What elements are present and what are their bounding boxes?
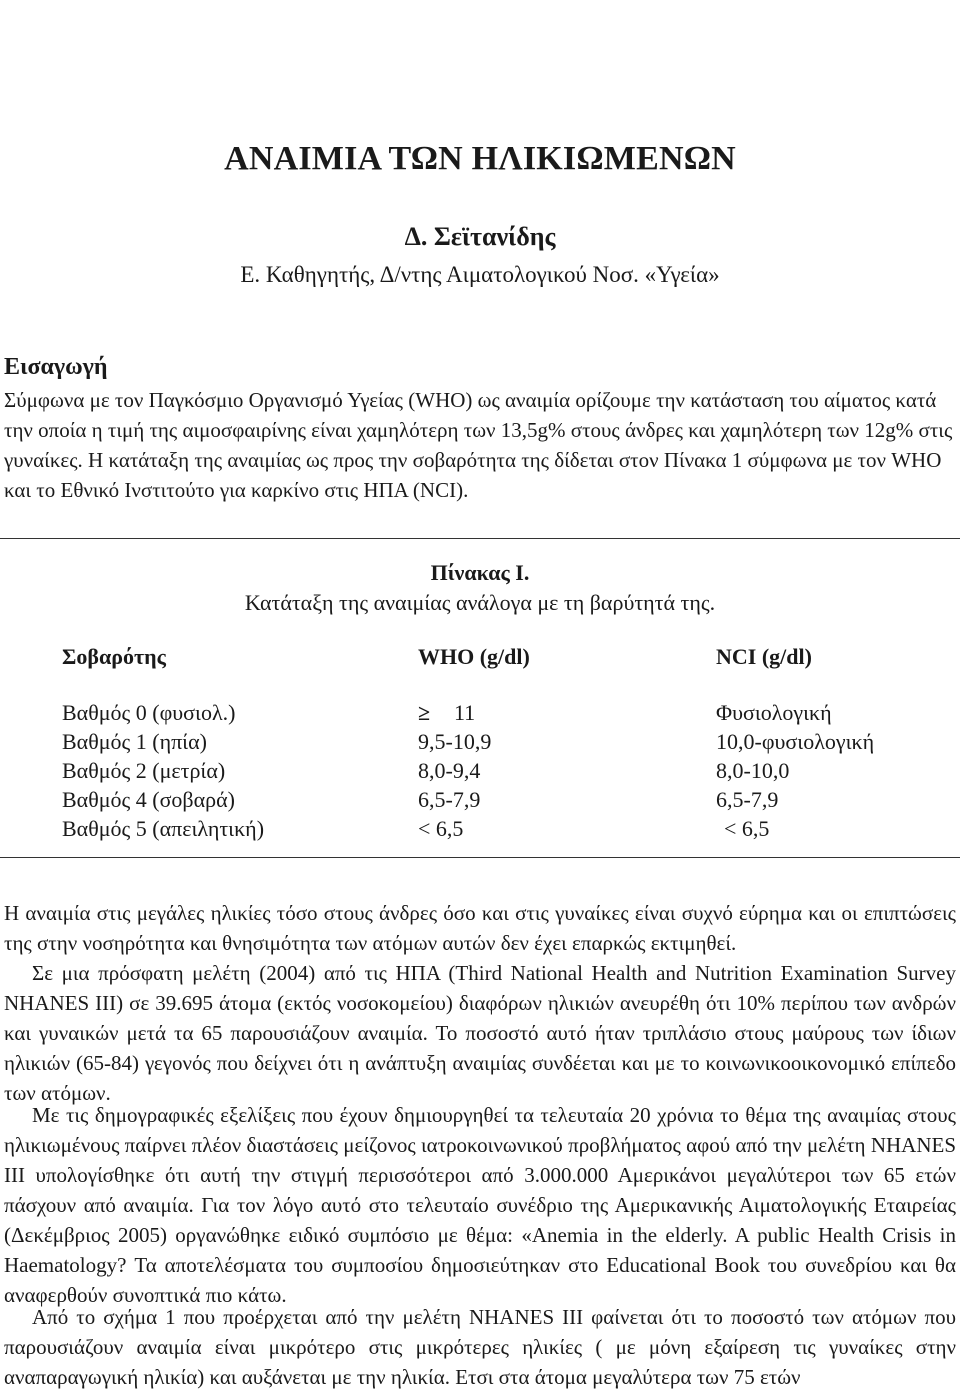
table-cell-who-value: 11	[454, 700, 476, 725]
table-header-severity: Σοβαρότης	[62, 644, 166, 669]
table-cell-grade: Βαθμός 1 (ηπία)	[62, 729, 207, 754]
table-cell-who: < 6,5	[418, 816, 464, 841]
intro-paragraph: Σύμφωνα με τον Παγκόσμιο Οργανισμό Υγείας (WHO) ως αναιμία ορίζουμε την κατάσταση του αίματος κατά την οποία η τιμή της αιμοσφαιρίνης είναι χαμηλότερη των 13,5g% στους άνδρες και χαμηλότερη των 12g% στις γυναίκες. Η κατάταξη της αναιμίας ως προς την σοβαρότητα της δίδεται στον Πίνακα 1 σύμφωνα με τον WHO και το Εθνικό Ινστιτούτο για καρκίνο στις ΗΠΑ (NCI).	[4, 388, 953, 502]
table-bottom-rule	[0, 857, 960, 858]
section-heading-introduction: Εισαγωγή	[4, 354, 108, 380]
table-cell-grade: Βαθμός 0 (φυσιολ.)	[62, 700, 236, 725]
body-paragraph: Από το σχήμα 1 που προέρχεται από την μελέτη NHANES III φαίνεται ότι το ποσοστό των ατόμων που παρουσιάζουν αναιμία είναι μικρότερο στις μικρότερες ηλικίες ( με μόνη εξαίρεση τις γυναίκες στην αναπαραγωγική ηλικία) και αυξάνεται με την ηλικία. Ετσι στα άτομα μεγαλύτερα των 75 ετών	[4, 1305, 956, 1389]
table-cell-who	[418, 700, 475, 726]
table-cell-nci: Φυσιολογική	[716, 700, 832, 725]
table-cell-who: 9,5-10,9	[418, 729, 492, 754]
table-cell-grade: Βαθμός 2 (μετρία)	[62, 758, 226, 783]
table-caption-subtitle: Κατάταξη της αναιμίας ανάλογα με τη βαρύτητά της.	[244, 590, 716, 615]
table-header-who: WHO (g/dl)	[418, 644, 530, 669]
table-header-nci: NCI (g/dl)	[716, 644, 812, 669]
table-cell-grade: Βαθμός 5 (απειλητική)	[62, 816, 265, 841]
table-cell-who: 6,5-7,9	[418, 787, 481, 812]
author-name: Δ. Σεϊτανίδης	[404, 222, 556, 251]
author-affiliation: Ε. Καθηγητής, Δ/ντης Αιματολογικού Νοσ. «Υγεία»	[240, 262, 720, 287]
table-cell-nci: 10,0-φυσιολογική	[716, 729, 875, 754]
table-cell-nci: 8,0-10,0	[716, 758, 790, 783]
table-caption-title: Πίνακας Ι.	[430, 560, 530, 585]
table-cell-grade: Βαθμός 4 (σοβαρά)	[62, 787, 235, 812]
table-top-rule	[0, 538, 960, 539]
body-paragraph: Σε μια πρόσφατη μελέτη (2004) από τις ΗΠΑ (Third National Health and Nutrition Examination Survey NHANES III) σε 39.695 άτομα (εκτός νοσοκομείου) διαφόρων ηλικιών ανευρέθη ότι 10% περίπου των ανδρών και γυναικών μετά τα 65 παρουσιάζουν αναιμία. Το ποσοστό αυτό ήταν τριπλάσιο στους μαύρους των ίδιων ηλικιών (65-84) γεγονός που δείχνει ότι η ανάπτυξη αναιμίας συνδέεται και με το κοινωνικοοικονομικό επίπεδο των ατόμων.	[4, 961, 956, 1105]
article-title: ΑΝΑΙΜΙΑ ΤΩΝ ΗΛΙΚΙΩΜΕΝΩΝ	[224, 140, 736, 177]
geq-symbol: ≥	[418, 700, 431, 725]
body-paragraph: Η αναιμία στις μεγάλες ηλικίες τόσο στους άνδρες όσο και στις γυναίκες είναι συχνό εύρημα και οι επιπτώσεις της στην νοσηρότητα και θνησιμότητα των ατόμων αυτών δεν έχει επαρκώς εκτιμηθεί.	[4, 901, 956, 955]
table-cell-nci: < 6,5	[724, 816, 770, 841]
table-cell-who: 8,0-9,4	[418, 758, 481, 783]
body-paragraph: Με τις δημογραφικές εξελίξεις που έχουν δημιουργηθεί τα τελευταία 20 χρόνια το θέμα της αναιμίας στους ηλικιωμένους παίρνει πλέον διαστάσεις μείζονος ιατροκοινωνικού προβλήματος αφού από την μελέτη NHANES III υπολογίσθηκε ότι αυτή την στιγμή περισσότεροι από 3.000.000 Αμερικάνοι μεγαλύτεροι των 65 ετών πάσχουν από αναιμία. Για τον λόγο αυτό στο τελευταίο συνέδριο της Αμερικανικής Αιματολογικής Εταιρείας (Δεκέμβριος 2005) οργανώθηκε ειδικό συμπόσιο με θέμα: «Anemia in the elderly. A public Health Crisis in Haematology? Τα αποτελέσματα του συμποσίου δημοσιεύτηκαν στο Educational Book του συνεδρίου και θα αναφερθούν συνοπτικά πιο κάτω.	[4, 1103, 956, 1307]
table-cell-nci: 6,5-7,9	[716, 787, 779, 812]
